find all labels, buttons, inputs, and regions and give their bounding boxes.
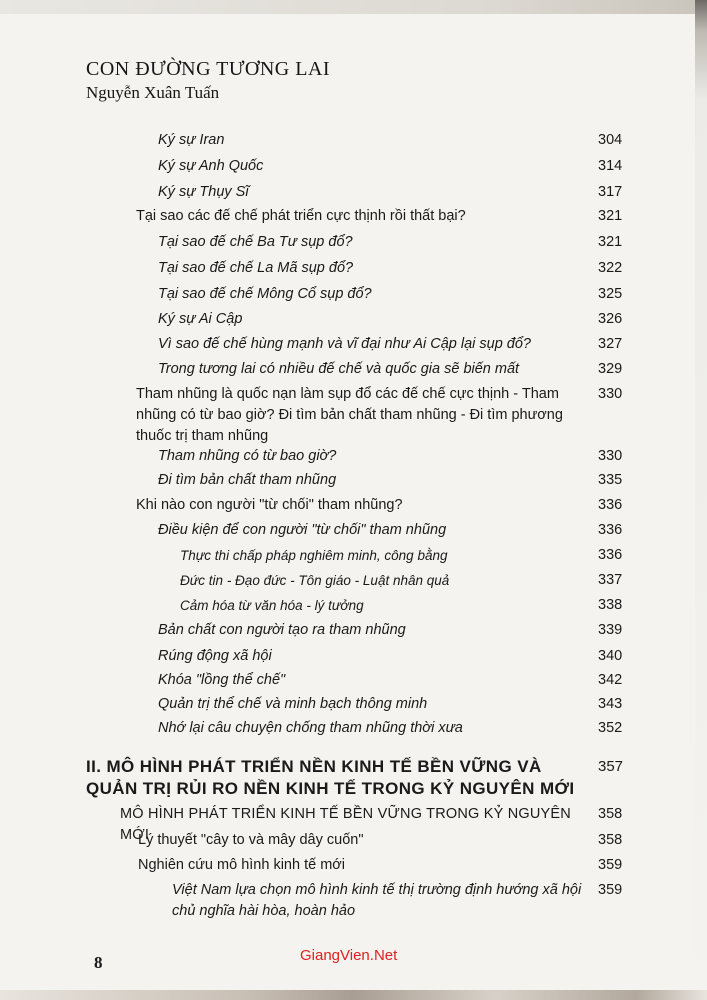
toc-entry-title: Việt Nam lựa chọn mô hình kinh tế thị trường định hướng xã hội chủ nghĩa hài hòa, hoàn hảo xyxy=(172,882,582,919)
running-header xyxy=(86,58,330,104)
toc-entry-page: 321 xyxy=(598,234,623,250)
toc-entry-page: 326 xyxy=(598,311,623,327)
toc-entry-title: Ký sự Thụy Sĩ xyxy=(158,184,249,200)
toc-entry-page: 340 xyxy=(598,648,623,664)
toc-entry-title: Quản trị thể chế và minh bạch thông minh xyxy=(158,696,428,712)
toc-entry-title: Tại sao đế chế Mông Cổ sụp đổ? xyxy=(158,286,372,302)
toc-entry-page: 339 xyxy=(598,622,623,638)
book-author: Nguyễn Xuân Tuấn xyxy=(86,83,220,102)
toc-entry-title: Ký sự Anh Quốc xyxy=(158,158,264,174)
toc-entry-page: 336 xyxy=(598,547,623,563)
toc-entry-title: Bản chất con người tạo ra tham nhũng xyxy=(158,622,406,638)
toc-entry-title: Điều kiện để con người "từ chối" tham nhũng xyxy=(158,522,447,538)
toc-entry-title: Tham nhũng là quốc nạn làm sụp đổ các đế chế cực thịnh - Tham nhũng có từ bao giờ? Đi tìm bản chất tham nhũng - Đi tìm phương thuốc trị tham nhũng xyxy=(136,386,563,444)
watermark: GiangVien.Net xyxy=(300,947,398,964)
toc-entry-title: MÔ HÌNH PHÁT TRIỂN KINH TẾ BỀN VỮNG TRONG KỶ NGUYÊN MỚI xyxy=(120,806,571,843)
toc-entry-title: Ký sự Ai Cập xyxy=(158,311,243,327)
toc-entry-title: Tại sao các đế chế phát triển cực thịnh rồi thất bại? xyxy=(136,208,466,224)
toc-entry-title: Nghiên cứu mô hình kinh tế mới xyxy=(138,857,346,873)
toc-entry-title: Khi nào con người "từ chối" tham nhũng? xyxy=(136,497,403,513)
page-number: 8 xyxy=(94,953,103,972)
toc-entry-title: Ký sự Iran xyxy=(158,132,225,148)
toc-entry-title: Nhớ lại câu chuyện chống tham nhũng thời xưa xyxy=(158,720,463,736)
toc-entry-title: Rúng động xã hội xyxy=(158,648,272,664)
toc-entry-page: 317 xyxy=(598,184,623,200)
section-heading-title: II. MÔ HÌNH PHÁT TRIỂN NỀN KINH TẾ BỀN VỮNG VÀ QUẢN TRỊ RỦI RO NỀN KINH TẾ TRONG KỶ NGUYÊN MỚI xyxy=(86,757,575,798)
toc-entry-page: 352 xyxy=(598,720,623,736)
toc-entry-title: Thực thi chấp pháp nghiêm minh, công bằng xyxy=(180,548,448,563)
toc-entry-page: 327 xyxy=(598,336,623,352)
toc-entry-page: 342 xyxy=(598,672,623,688)
toc-entry-title: Tại sao đế chế La Mã sụp đổ? xyxy=(158,260,354,276)
toc-entry-page: 330 xyxy=(598,386,623,402)
section-heading-page: 357 xyxy=(598,758,624,775)
toc-entry-page: 337 xyxy=(598,572,623,588)
toc-entry-page: 330 xyxy=(598,448,623,464)
toc-entry-page: 329 xyxy=(598,361,623,377)
page-edge-top xyxy=(0,0,707,14)
toc-entry-title: Lý thuyết "cây to và mây dây cuốn" xyxy=(138,832,364,848)
toc-entry-title: Đức tin - Đạo đức - Tôn giáo - Luật nhân quả xyxy=(180,573,450,588)
toc-entry-page: 358 xyxy=(598,806,623,822)
toc-entry-page: 358 xyxy=(598,832,623,848)
toc-entry-title: Khóa "lồng thể chế" xyxy=(158,672,286,688)
page-edge-right xyxy=(695,0,707,1000)
toc-entry-title: Cảm hóa từ văn hóa - lý tưởng xyxy=(180,598,364,613)
toc-entry-page: 336 xyxy=(598,522,623,538)
toc-entry-title: Trong tương lai có nhiều đế chế và quốc gia sẽ biến mất xyxy=(158,361,520,377)
toc-entry-page: 359 xyxy=(598,857,623,873)
toc-entry-title: Đi tìm bản chất tham nhũng xyxy=(158,472,337,488)
toc-entry-page: 325 xyxy=(598,286,623,302)
book-title: CON ĐƯỜNG TƯƠNG LAI xyxy=(86,58,331,80)
toc-entry-page: 322 xyxy=(598,260,623,276)
toc-entry-page: 335 xyxy=(598,472,623,488)
page-edge-bottom xyxy=(0,990,707,1000)
toc-entry-title: Tham nhũng có từ bao giờ? xyxy=(158,448,337,464)
toc-entry-page: 338 xyxy=(598,597,623,613)
toc-entry-page: 314 xyxy=(598,158,623,174)
toc-entry-page: 336 xyxy=(598,497,623,513)
toc-entry-page: 343 xyxy=(598,696,623,712)
toc-entry-page: 321 xyxy=(598,208,623,224)
toc-entry-title: Tại sao đế chế Ba Tư sụp đổ? xyxy=(158,234,353,250)
toc-entry-title: Vì sao đế chế hùng mạnh và vĩ đại như Ai Cập lại sụp đổ? xyxy=(158,336,531,352)
toc-entry-page: 304 xyxy=(598,132,623,148)
toc-entry-page: 359 xyxy=(598,882,623,898)
